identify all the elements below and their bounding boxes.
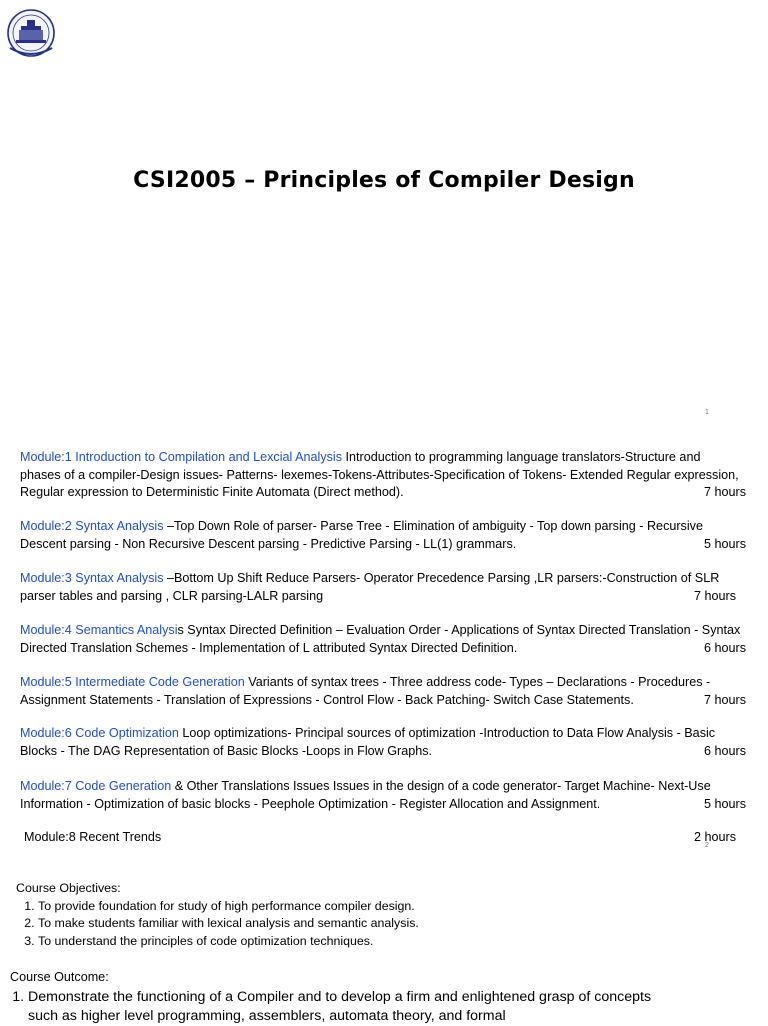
module-hours: 7 hours (700, 692, 746, 710)
module-text: s Syntax Directed Definition – Evaluation Order - Applications of Syntax Directed Translation - Syntax Directed Translation Schemes - Implementation of L attributed Syntax Directed Definition. (20, 623, 741, 655)
module-hours: 7 hours (700, 484, 746, 502)
module-hours: 5 hours (700, 536, 746, 554)
page-number: 2 (705, 842, 709, 849)
module-block (20, 778, 744, 813)
module-label: Module:2 Syntax Analysis (20, 519, 164, 533)
module-label: Module:4 Semantics Analysi (20, 623, 178, 637)
objective-item: 2. To make students familiar with lexical analysis and semantic analysis. (38, 915, 419, 933)
module-text: –Top Down Role of parser- Parse Tree - Elimination of ambiguity - Top down parsing - Recursive Descent parsing - Non Recursive Descent parsing - Predictive Parsing - LL(1) grammars. (20, 519, 703, 551)
module-8-hours: 2 hours (690, 829, 736, 847)
module-block (20, 570, 744, 605)
module-block (20, 725, 744, 760)
module-block (20, 518, 744, 553)
module-hours: 7 hours (690, 588, 736, 606)
module-text: Introduction to programming language translators-Structure and phases of a compiler-Design issues- Patterns- lexemes-Tokens-Attributes-Specification of Tokens- Extended Regular expression, Regular expression to Deterministic Finite Automata (Direct method). (20, 450, 739, 499)
module-text: & Other Translations Issues Issues in the design of a code generator- Target Machine- Next-Use Information - Optimization of basic blocks - Peephole Optimization - Register Allocation and Assignment. (20, 779, 711, 811)
module-hours: 6 hours (700, 640, 746, 658)
module-hours: 6 hours (700, 743, 746, 761)
page-title: CSI2005 – Principles of Compiler Design (133, 168, 635, 193)
outcome-heading: Course Outcome: (10, 970, 109, 984)
objectives-list (16, 898, 419, 951)
module-text: Loop optimizations- Principal sources of optimization -Introduction to Data Flow Analysis - Basic Blocks - The DAG Representation of Basic Blocks -Loops in Flow Graphs. (20, 726, 716, 758)
page-number: 1 (705, 409, 709, 416)
module-block (20, 622, 744, 657)
outcome-list (10, 988, 668, 1026)
institution-seal-logo (6, 8, 56, 58)
course-objectives (16, 880, 419, 950)
module-label: Module:1 Introduction to Compilation and Lexcial Analysis (20, 450, 343, 464)
module-8-row (24, 829, 736, 847)
module-text: –Bottom Up Shift Reduce Parsers- Operator Precedence Parsing ,LR parsers:-Construction of SLR parser tables and parsing , CLR parsing-LALR parsing (20, 571, 720, 603)
objectives-heading: Course Objectives: (16, 881, 121, 895)
objective-item: 1. To provide foundation for study of high performance compiler design. (38, 898, 419, 916)
module-8-label: Module:8 Recent Trends (24, 830, 162, 844)
module-block (20, 449, 744, 502)
course-outcome (10, 969, 668, 1026)
module-block (20, 674, 744, 709)
module-label: Module:5 Intermediate Code Generation (20, 675, 245, 689)
module-label: Module:3 Syntax Analysis (20, 571, 164, 585)
module-label: Module:7 Code Generation (20, 779, 172, 793)
objective-item: 3. To understand the principles of code optimization techniques. (38, 933, 419, 951)
module-hours: 5 hours (700, 796, 746, 814)
outcome-item: 1. Demonstrate the functioning of a Compiler and to develop a firm and enlightened grasp of concepts such as higher level programming, assemblers, automata theory, and formal (28, 988, 668, 1026)
module-text: Variants of syntax trees - Three address code- Types – Declarations - Procedures - Assignment Statements - Translation of Expressions - Control Flow - Back Patching- Switch Case Statements. (20, 675, 711, 707)
module-label: Module:6 Code Optimization (20, 726, 179, 740)
